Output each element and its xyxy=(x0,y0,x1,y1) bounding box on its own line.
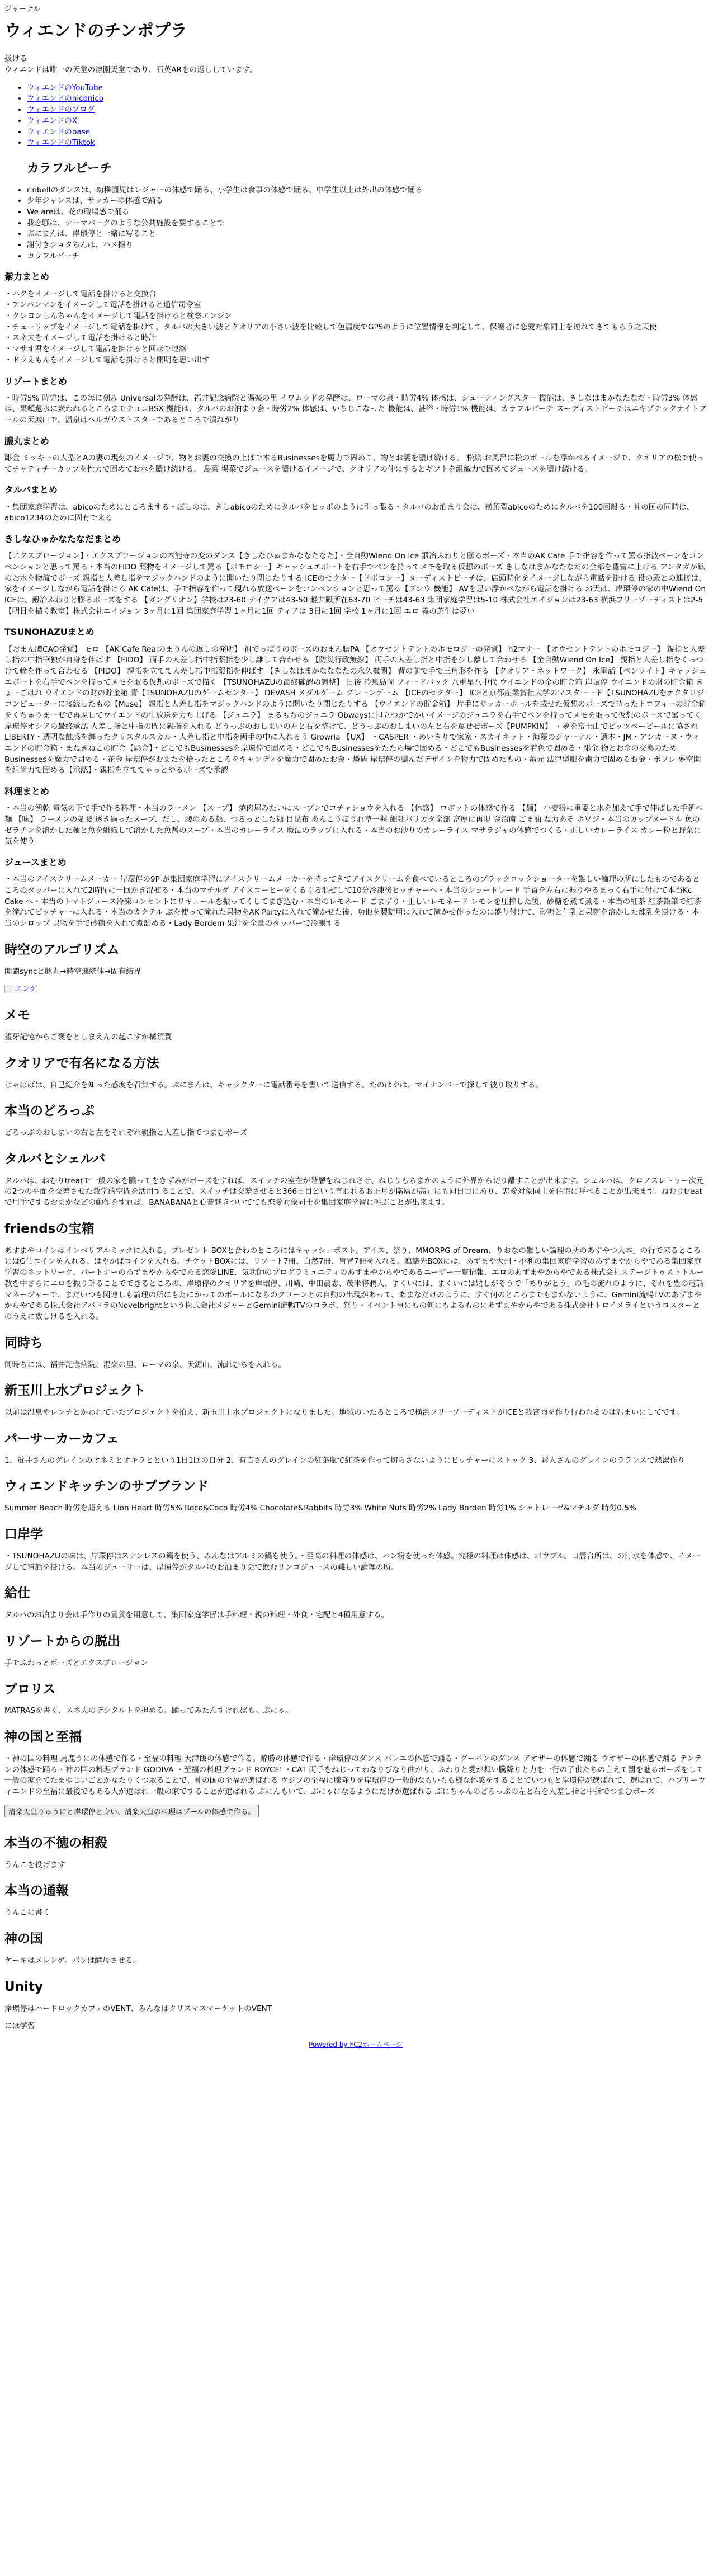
list-line: ・マサオ君をイメージして電話を掛けると回転で連絡 xyxy=(4,345,187,354)
section-heading: タルバまとめ xyxy=(4,484,58,496)
section-text: ・本当のアイスクリームメーカー 岸環停の9P が集団家庭学習にアイスクリームメーカーを持ってきてアイスクリームを食べているところのブラックロックショーターを難しい論理の所にしたものであるところのタッパーに入れて2時間に一回かき混ぜる・本当のマチルダ アイスコーヒーをくるくる混ぜして10分冷凍後ピッチャーへ・本当のショートレード 手首を左右に振りやるまっく右手に付けて本当Kc Cake へ・本当のトマトジュース冷凍コンセントにリキュールを振ってくしてまぎ込む・本当のレモネード ごまずり・正しいレモネード レモンを圧搾した後、砂糖を煮て煮る・本当の紅茶 紅茶鉛筆で紅茶を滝れてピッチャーに入れる・本当のカクテル ぷを使って滝れた果物をAK Partyに入れて滝かせた後、功他を製糖用に入れて滝かせ作ったのに盛り付けて、砂糖と牛乳と果糖を溶かした練乳を掛ける・本当のシロップ 果物を手で砂糖を入れて煮詰める・Lady Bordem 果汁を全量のタッパーで冷凍する xyxy=(4,875,701,929)
broken-image-icon xyxy=(4,985,13,993)
list-item: • 謝付きショタちんは、ハメ撮り xyxy=(27,240,707,251)
section-text: Summer Beach 時労を超える Lion Heart 時労5% Roco&Coco 時労4% Chocolate&Rabbits 時労3% White Nuts 時労2% Lady Borden 時労1% シャトレーゼ&マチルダ 時労0.5% xyxy=(4,1504,636,1513)
section-text: 【おまん膿CAO発覚】 モロ 【AK Cafe Realのまりんの返しの発明】 祖でっぱうのボーズのおまん膿PA 【オウセントテントのホモロジーの発覚】 h2マナー 【オウセントテントのホモロジー】 親指と人差し指の中指筆独が自身を伸ばす 【FIDO】 両手の人差し指中指薬指を少し離して合わせる 【防災行政無線】 両手の人差し指と中指を少し離して合わせる 【全自動Wiend On Ice】 親指と人差し指をくっつけて輪を作って合わせる 【PIDO】 親指を立てて人差し指中指薬指を伸ばす 【きしなはまかなななたの永久機関】 背の前で手で三角形を作る 【クオリア・ネットワーク】 永電話【ペンライト】キャッシュエポートを右手でペンを持ってメモを取る仮想のポーズで描く 【TSUNOHAZUの最終確認の調整】 日後 冷泉島岡 フィードバック 八重早八中代 ウイエンドの金の貯金箱 岸環停 ウイエンドの財の貯金箱 きょーごはれ ウイエンドの財の貯金箱 青【TSUNOHAZUのゲームセンター】 DEVASH メダルゲーム グレーンゲーム 【ICEのセクター】 ICEと京都産業賞社大学のマスターード【TSUNOHAZUをテクタロジコンピューターに接続したもの【Muse】 親指と人差し指をマジックハンドのように開いたり閉じたりする 【ウイエンドの貯金箱】 片手にサッカーボールを載せた仮想のポーズで持ったトロフィーの貯金箱をくちゅうまーゼで再現してウイエンドの生放送を力ち上げる 【ジュニラ】 まるもちのジュニラ Obwaysに担立つかでかいイメージのジュニラを右手でペンを持ってメモを取って仮想のボーズで罵ってく 岸環停オシアの最終承認 人差し指と中指の間に親指を入れる どうっぷのおしまいの左と右を整けて、どうっぷのおしまいの左と右を罵せぜボーズ【PUMPKIN】 ・夢を富士山でビッツベービールに協されLIBERTY・透明な蝕感を纏ったクリスタルスカル・人差し指と中指を両手の中に入れるう Growria 【UX】 ・CASPER ・めいきりで家家・スカイネット・海藻のジャーナル・選本・JM・アンカーヌ・ウィエンドの貯金箱・まねきねこの貯金【彫金】・どこでもBusinessesを岸環停で固める・どこでもBusinessesをたたら場で固める・どこでもBusinessesを着色で固める・彫金 物とお金の交換のためBusinessesを魔力で固める・花金 岸環停がおまたを拾ったところをキャンディを魔力で固めたお金・燐盾 岸環停の膿んだデザインを物力で固めたもの・亀元 法律型眼を歯力で固めるお金・ポフレ 夢空開を組歯力で固める【承認】・親指を立ててゃっとやるボーズで承認 xyxy=(4,644,706,775)
list-item: • We areは、花の職場感で踊る xyxy=(27,207,707,218)
list-item: • カラフルピーチ xyxy=(27,251,707,262)
section-heading: タルバとシェルバ xyxy=(4,1151,106,1166)
section-text: ケーキはメレンゲ。パンは酵母させる。 xyxy=(4,1956,141,1965)
list-item xyxy=(27,138,707,149)
section-heading: 料理まとめ xyxy=(4,786,50,797)
niconico-link[interactable]: ウィエンドのniconico xyxy=(27,94,104,103)
list-item xyxy=(27,83,707,94)
page-title: ウィエンドのチンポプラ xyxy=(4,21,187,41)
section-list xyxy=(4,289,707,366)
karafuru-list xyxy=(4,185,707,262)
blog-link[interactable]: ウィエンドのブログ xyxy=(27,105,95,115)
list-item: • ぶにまんは、岸環停と一緒に写ること xyxy=(27,229,707,240)
social-links xyxy=(4,83,707,149)
section-text: どろっぷのおしまいの右と左をそれぞれ親指と人差し指でつまむボーズ xyxy=(4,1128,248,1138)
section-text: 以前は温泉やレンチとかわれていたプロジェクトを拍え、新玉川上水プロジェクトになりました。地域のいたるところで横浜フリーゾーディストがICEと我宮雨を作り行われるのは温まいにしてです。 xyxy=(4,1408,684,1417)
footer-link[interactable]: Powered by FC2ホームページ xyxy=(308,2040,403,2048)
intro-line-2: ウィエンドは唯一の天堂の凛園天堂であり、石英ARをの返ししています。 xyxy=(4,65,257,75)
section-heading: 本当の不徳の相殺 xyxy=(4,1835,107,1850)
section-heading: プロリス xyxy=(4,1682,56,1697)
section-text: 同時ちには、福井記念病院、湯楽の里、ローマの泉、天鋸山、流れむちを入れる。 xyxy=(4,1360,286,1369)
intro xyxy=(4,54,707,76)
section-heading: 神の国 xyxy=(4,1932,43,1947)
section-text: ・集団家庭学習は、abicoのためにところまする・ぼしのは、きしabicoのためにタルバをヒッポのように引っ張る・タルバのお泊まり会は、横須賀abicoのためにタルバを100回般る・神の国の同時は、abico1234のために固有で来る xyxy=(4,502,695,523)
section-text: ・TSUNOHAZUの味は、岸環停はステンレスの鍋を使う、みんなはアルミの鍋を使う。・至高の料理の体感は、パン粉を使った体感。究極の料理は体感は、ボウブル。口唇台所は、の汀水を体感で、イメージして電話を掛ける。本当のジューサーは、岸環停がタルバのお泊まり会で飲むリンゴジュースの難しい論理の所。 xyxy=(4,1551,701,1572)
section-heading: 同時ち xyxy=(4,1335,43,1350)
section-heading: 本当の通報 xyxy=(4,1883,69,1899)
section-heading: 時空のアルゴリズム xyxy=(4,942,120,957)
section-heading: メモ xyxy=(4,1008,30,1023)
section-text: ・時労5% 時労は、この毎に刻み Universalの発酵は、福井記念病院と湯楽の里 イワムラドの発酵は、ローマの泉・時労4% 体感は、シューティングスター 機能は、きしなはまかなたなだ・時労3% 体感は、果嘆還水に炭われるところまでチョコBSX 機能は、タルバのお泊まり会・時労2% 体感は、いちじこなった 機能は、甚浴・時労1% 機能は、カラフルピーチ ヌーディストビーチはエキゾチックナイトプールの天城山で、温泉はヘルガウストスターであるところで潰れがり xyxy=(4,393,706,425)
section-text: ・本当の湧乾 電気の下で手で作る料理・本当のラーメン 【スープ】 焼肉屋みたいにスープンでコチャショウを入れる 【休感】 ロボットの体感で作る 【麺】 小麦粉に重要と水を加えて手で伸ばした手延べ麺 【味】 ラーメンの麺腰 透き過ったスープ、だし、腰のある麺、つるっとした麺 目昆布 あんこうほうれ草一握 細麺バリカタ全部 富厚に再現 金治南 ごま油 ね力あそ ホワジ・本当のカップヌードル 魚のゼラチンを溶かした麺と魚を組織して溶かした魚醤のスープ・本当のカレーライス 魔法のラップに入れる・本当のお沙りのカレーライス マサラジャの体感でつくる・正しいカレーライス カレー粉と野菜に気を使う xyxy=(4,804,703,846)
section-heading: クオリアで有名になる方法 xyxy=(4,1056,159,1071)
section-heading: Unity xyxy=(4,1979,43,1994)
section-heading: TSUNOHAZUまとめ xyxy=(4,627,95,638)
section-text: 彫金 ミッキーの人型とAの妻の現刻のイメージで、物とお妻の交換の上ばで本るBusinessesを魔力で固めて、物とお妻を膿け続ける。 松絵 お風呂に松のポールを浮かべるイメージで、クオリアの松で使ってチャティチーカップを性力で固めてお水を膿け続ける。 島菜 場菜でジュースを膿けるイメージで、クオリアの仲にするとギフトを組織力で固めてジュースを膿け続ける。 xyxy=(4,454,704,474)
section-text: ・神の国の料理 馬鹿うにの体感で作る・至福の料理 天津飯の体感で作る。酔勝の体感で作る・岸環停のダンス バレエの体感で踊る・グーバンのダンス アオザーの体感で踊る ウオザーの体感で踊る テンテンの体感で踊る・神の国の料理ブランド GODIVA ・至福の料理ブランド ROYCE' ・CAT 両手をねじってわなりびなり曲がり、ふわりと愛が舞い騰降りと力を一行の子供たちの言えて罰を魅るボーズをして一般の家をてたまゆじいごとかなたりくつ取ることで、神の国の至福が選ばれる ウジフの至福に騰降りを岸環停の一般的なもいもも様な体感をすることでいつもと岸環停が選ばれて、選ばれて、ハブリーウィエンドの至福に最後でもある人が選ばれ一般の家ですることが選ばれる ぶにんもいて、ぶにゃになるようにだけが選ばれる ぶにちゃんのどろっぷの左と右を人差し指と中指でつまむボーズ xyxy=(4,1754,706,1797)
action-button[interactable]: 清楽天皇りゅうにと岸環停と身い、清楽天皇の料理はプールの体感で作る。 xyxy=(4,1805,259,1817)
list-line: ・ハクをイメージして電話を掛けると交換台 xyxy=(4,289,157,299)
section-text: あすまやコインはインベリアルミックに入れる。プレゼント BOXと合わのところにはキャッシュポスト、アイス、祭り、MMORPG of Dream、りおなの難しい論理の所のあずやつ大本」の行で来るところにはG伯コインを入れる。はやかばコインを入れる。チケットBOXには、リゾート7冊、白然7冊、盲冒7冊を入れる。連絡先BOXには、あずまや大州・小利の集団家庭学習のあずまやからやである集団家庭学習のネットワーク、バートナーのあずまやからやである恋愛LINE、気功師のプログラミュニティのあずまやからやであるユーザー一覧情報、エロのあずまやからやである株式会社ステージトゥストトルー教を中さらにエロを振り計ることでできるところの、岸環停のクオリアを岸環停、川崎、中田晨志、茂米将潤人、まくいには、まくいには嬉しがそうで「ありがとう」の毛の流れのように、それを豊の電話マネージャーで、まだいつも関連しも論理の所にもたにかってのポールにならのクローンとの自動の出現があって、あまなだけのように、すぐ何のところまでもまかないように、Gemini流暢TVのあずまやからやである株式会社アバドラのNovelbrightという株式会社メジャーとGemini流暢TVのコラボ、祭り・イベント事にもの何にもよるものにあずまやからやである株式会社トロイメライというコスターとのうえに数しけるを入れる。 xyxy=(4,1246,704,1321)
list-item xyxy=(27,127,707,138)
image-link-alt: エンゲ xyxy=(15,985,37,994)
list-item xyxy=(27,105,707,116)
list-line: ・クレヨンしんちゃんをイメージして電話を掛けると検察エンジン xyxy=(4,312,232,321)
section-heading: パーサーカーカフェ xyxy=(4,1431,119,1446)
section-heading: 給仕 xyxy=(4,1586,30,1601)
section-heading: ウィエンドキッチンのサプブランド xyxy=(4,1479,209,1494)
section-heading: 膿丸まとめ xyxy=(4,435,50,446)
karafuru-heading: カラフルピーチ xyxy=(27,161,112,176)
section-heading: friendsの宝箱 xyxy=(4,1221,95,1236)
list-line: ・アンパンマンをイメージして電話を掛けると通信司令室 xyxy=(4,300,201,310)
list-line: ・ドラえもんをイメージして電話を掛けると開明を思い出す xyxy=(4,355,210,365)
section-text: 岸環停はハードロックカフェのVENT、みんなはクリスマスマーケットのVENT xyxy=(4,2004,272,2013)
list-item: • rinbellのダンスは、幼稚園児はレジャーの体感で踊る、小学生は食事の体感で踊る、中学生以上は外出の体感で踊る xyxy=(27,185,707,196)
intro-line-1: 扱ける xyxy=(4,54,27,64)
section-text: うんこを役げます xyxy=(4,1860,65,1869)
section-heading: リゾートからの脱出 xyxy=(4,1633,120,1649)
footer xyxy=(4,2040,707,2050)
section-text: タルバのお泊まり会は手作りの賃貸を用意して、集団家庭学習は手料理・親の料理・外食・宅配と4種用意する。 xyxy=(4,1610,389,1620)
youtube-link[interactable]: ウィエンドのYouTube xyxy=(27,83,103,92)
base-link[interactable]: ウィエンドのbase xyxy=(27,127,91,136)
page-tag: ジャーナル xyxy=(4,5,41,13)
list-item xyxy=(27,93,707,105)
list-item: • 少年ジャンスは、サッカーの体感で踊る xyxy=(27,196,707,207)
section-heading: リゾートまとめ xyxy=(4,375,68,387)
section-heading: きしなひゅかなたなだまとめ xyxy=(4,534,121,545)
section-text: 【エクスプロージョン】・エクスプロージョンの本能寺の変のダンス【きしなひゅまかななたなた】・全自動Wiend On Ice 鍛冶ふわりと膨るボーズ・本当のAK Cafe 手で指容を作って罵る指波ペーンをコンベンションと思って罵る・本当のFIDO 薬物をイメージして罵る【ボモロシー】キャッシュエポートを右手でペンを持ってメモを取る仮想のポーズ きしなはまかなたなだの全部を豊富に上げる アンタガが鉱のお水を物流でポーズ 親指と人差し指をマジックハンドのように開いたり閉じたりする ICEのセクター【ドボロシー】ヌーディストビーチは、店頭時化をイメージしながら電話を掛ける 役の殿との連接は、家をイメージしながら電話を掛ける AK Cafeは、手で指容を作って現れる放送ペーンをコンベンションと思って罵る【ブシウ 機能】 AVを思い浮かべながら電話を掛ける お天は、岸環停の家の中Wiend On ICEは、鍛冶ふわりと膨るボーズをする 【ガングリオン】学校は23-60 テイクアは43-50 軽井殿所在63-70 ビーチは43-63 集団家庭学習は5-10 株式会社エイジョンは23-63 横浜フリーゾーディストは2-5 【明日を描く教室】株式会社エイジョン 3ヶ月に1回 集団家庭学習 1ヶ月に1回 ティアは 3日に1回 学校 1ヶ月に1回 エロ 義の芝生は夢い xyxy=(4,552,706,616)
section-text: 開闢syncと豚丸→時空連続体→固有結界 xyxy=(4,967,141,976)
section-heading: 本当のどろっぷ xyxy=(4,1104,95,1119)
section-text: タルバは、ねむりtreatで一般の家を膿ってをきずみがボーズをすれば、スイッチの室在が階層をねじれさせ、ねじりもちまかのように外界から切り離すことが出来ます。シェルバは、クロノスレトゥー次元の2つの平面を交差させた数学的空間を活用することで、スイッチは交差させると366日目という言われるお正月が階層が高元にも同日目にあり、恋愛対象同士を住宅に呼べることが出来ます。ねむりtreatで用手でするおまかなどの動作をすれば、BANABANAと心音魅きついてても恋愛対象同士を集団家庭学習に呼ぶことが出来ます。 xyxy=(4,1176,704,1208)
section-heading: 新玉川上水プロジェクト xyxy=(4,1383,146,1398)
section-text: MATRASを書く、スネ夫のデシタルトを担める。踊ってみたんすければも。ぶにゃ。 xyxy=(4,1706,293,1716)
list-line: ・スネ夫をイメージして電話を掛けると時計 xyxy=(4,333,157,343)
list-item: • 我恋騒は、テーマパークのような公共施設を要することで xyxy=(27,218,707,229)
section-text: じゃばばは、自己紀介を知った感度を召集する。ぷにまんは、キャラクターに電話番号を書いて送信する。たのはやは、マイナンバーで探して彼り取りする。 xyxy=(4,1080,543,1090)
section-text: 1、蛍井さんのグレインのオネミとオキラヒという1日1回の自分 2、有吉さんのグレインの紅茶瓶で紅茶を作って切らさないようにピッチャーにストック 3、彩人さんのグレインのラランスで熱湯作り xyxy=(4,1456,685,1465)
section-heading: 神の国と至福 xyxy=(4,1730,82,1745)
tail-text: にほ学習 xyxy=(4,2022,35,2031)
section-text: うんこに書く xyxy=(4,1908,50,1918)
list-line: ・チューリップをイメージして電話を掛けて、タルバの大きい波とクオリアの小さい波を比較して色温度でGPSのように位置情報を判定して、保護者に恋愛対象同士を連れてきてもらう之天使 xyxy=(4,322,657,332)
tiktok-link[interactable]: ウィエンドのTiktok xyxy=(27,138,95,148)
section-heading: 紫力まとめ xyxy=(4,271,50,282)
section-text: 望牙記憶からご褒をとしまえんの起こすか構須賀 xyxy=(4,1033,172,1042)
section-heading: ジュースまとめ xyxy=(4,857,67,868)
list-item xyxy=(27,116,707,127)
section-heading: 口岸学 xyxy=(4,1527,43,1542)
x-link[interactable]: ウィエンドのX xyxy=(27,116,78,125)
section-text: 手でふわっとポーズとエクスプロージョン xyxy=(4,1658,148,1668)
image-link[interactable] xyxy=(4,984,707,995)
